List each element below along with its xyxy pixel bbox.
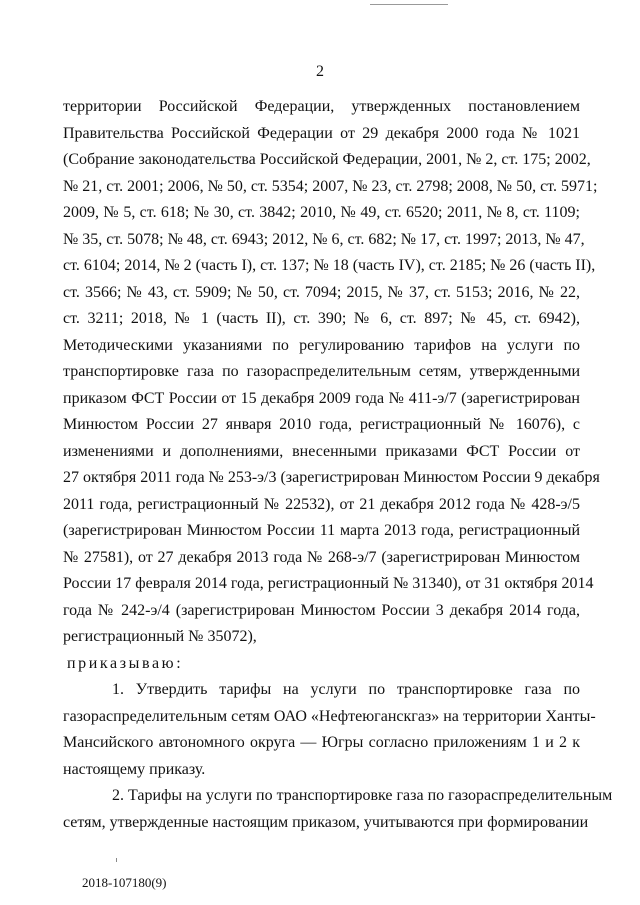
body-line: территории Российской Федерации, утвержденных постановлением — [63, 98, 580, 115]
item-1-line: газораспределительным сетям ОАО «Нефтеюганскгаз» на территории Ханты- — [63, 707, 596, 725]
body-line: (Собрание законодательства Российской Федерации, 2001, № 2, ст. 175; 2002, — [63, 151, 591, 168]
item-1-line: настоящему приказу. — [63, 760, 206, 778]
body-line: приказом ФСТ России от 15 декабря 2009 года № 411-э/7 (зарегистрирован — [63, 389, 580, 407]
body-line: 27 октября 2011 года № 253-э/3 (зарегистрирован Минюстом России 9 декабря — [63, 469, 600, 486]
body-line: № 21, ст. 2001; 2006, № 50, ст. 5354; 2007, № 23, ст. 2798; 2008, № 50, ст. 5971; — [63, 177, 598, 195]
item-2-line: сетям, утвержденные настоящим приказом, учитываются при формировании — [63, 813, 589, 831]
body-line: регистрационный № 35072), — [63, 628, 257, 645]
body-line: Минюстом России 27 января 2010 года, регистрационный № 16076), с — [63, 416, 580, 433]
page-number: 2 — [316, 63, 324, 80]
order-word: приказываю: — [67, 654, 184, 672]
body-line: Правительства Российской Федерации от 29 декабря 2000 года № 1021 — [63, 124, 580, 142]
document-body — [63, 94, 613, 836]
body-line: (зарегистрирован Минюстом России 11 марта 2013 года, регистрационный — [63, 522, 580, 539]
body-line: России 17 февраля 2014 года, регистрационный № 31340), от 31 октября 2014 — [63, 575, 594, 592]
body-line: транспортировке газа по газораспределительным сетям, утвержденными — [63, 363, 580, 380]
body-line: № 27581), от 27 декабря 2013 года № 268-э/7 (зарегистрирован Минюстом — [63, 548, 580, 566]
body-line: 2011 года, регистрационный № 22532), от 21 декабря 2012 года № 428-э/5 — [63, 495, 580, 513]
item-1-line: 1. Утвердить тарифы на услуги по транспортировке газа по — [112, 681, 580, 698]
body-line: изменениями и дополнениями, внесенными приказами ФСТ России от — [63, 442, 580, 460]
body-line: года № 242-э/4 (зарегистрирован Минюстом России 3 декабря 2014 года, — [63, 601, 580, 619]
body-line: ст. 3211; 2018, № 1 (часть II), ст. 390; № 6, ст. 897; № 45, ст. 6942), — [63, 310, 580, 327]
body-line: ст. 6104; 2014, № 2 (часть I), ст. 137; № 18 (часть IV), ст. 2185; № 26 (часть II), — [63, 257, 596, 274]
body-line: № 35, ст. 5078; № 48, ст. 6943; 2012, № 6, ст. 682; № 17, ст. 1997; 2013, № 47, — [63, 230, 585, 248]
scan-speck — [116, 858, 117, 862]
body-line: ст. 3566; № 43, ст. 5909; № 50, ст. 7094; 2015, № 37, ст. 5153; 2016, № 22, — [63, 283, 580, 301]
body-line: 2009, № 5, ст. 618; № 30, ст. 3842; 2010, № 49, ст. 6520; 2011, № 8, ст. 1109; — [63, 204, 580, 221]
item-2-line: 2. Тарифы на услуги по транспортировке газа по газораспределительным — [112, 787, 613, 804]
item-1-line: Мансийского автономного округа — Югры согласно приложениям 1 и 2 к — [63, 734, 580, 751]
body-line: Методическими указаниями по регулированию тарифов на услуги по — [63, 336, 580, 354]
scan-top-rule — [370, 4, 448, 5]
footer-document-code: 2018-107180(9) — [82, 875, 167, 890]
